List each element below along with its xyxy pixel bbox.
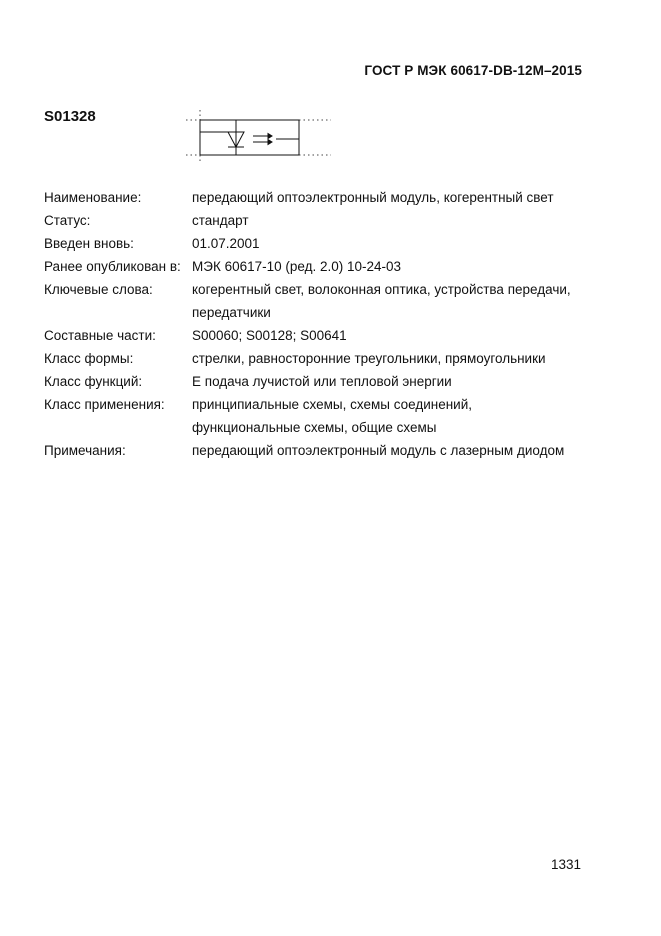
field-name xyxy=(44,186,604,209)
field-label: Составные части: xyxy=(44,328,156,343)
field-value-line: когерентный свет, волоконная оптика, устройства передачи, xyxy=(192,282,571,297)
field-label: Класс функций: xyxy=(44,374,143,389)
page-number: 1331 xyxy=(550,857,581,872)
field-label: Ранее опубликован в: xyxy=(44,259,181,274)
field-value-line: передатчики xyxy=(192,305,271,320)
field-value xyxy=(192,186,604,209)
field-value-line: передающий оптоэлектронный модуль с лазерным диодом xyxy=(192,443,565,458)
field-value-line: стрелки, равносторонние треугольники, прямоугольники xyxy=(192,351,546,366)
field-value xyxy=(192,370,604,393)
field-function-class xyxy=(44,370,604,393)
field-components xyxy=(44,324,604,347)
field-label: Введен вновь: xyxy=(44,236,134,251)
field-label: Наименование: xyxy=(44,190,142,205)
field-value xyxy=(192,347,604,370)
field-value xyxy=(192,255,604,278)
field-value-line: 01.07.2001 xyxy=(192,236,260,251)
field-value-line: передающий оптоэлектронный модуль, когерентный свет xyxy=(192,190,554,205)
field-label: Примечания: xyxy=(44,443,126,458)
field-value xyxy=(192,278,604,324)
field-value-line: функциональные схемы, общие схемы xyxy=(192,420,437,435)
field-form-class xyxy=(44,347,604,370)
optoelectronic-transmitter-module-symbol-icon xyxy=(186,110,336,171)
field-value-line: стандарт xyxy=(192,213,249,228)
field-value xyxy=(192,209,604,232)
field-keywords xyxy=(44,278,604,324)
document-code-header: ГОСТ Р МЭК 60617-DB-12M–2015 xyxy=(364,63,582,78)
field-value-line: МЭК 60617-10 (ред. 2.0) 10-24-03 xyxy=(192,259,402,274)
field-status xyxy=(44,209,604,232)
symbol-id: S01328 xyxy=(44,108,96,125)
field-application-class xyxy=(44,393,604,439)
field-label: Ключевые слова: xyxy=(44,282,153,297)
field-value-line: принципиальные схемы, схемы соединений, xyxy=(192,397,472,412)
symbol-properties-table xyxy=(44,186,604,462)
field-previously-published xyxy=(44,255,604,278)
field-introduced xyxy=(44,232,604,255)
field-label: Класс применения: xyxy=(44,397,165,412)
field-notes xyxy=(44,439,604,462)
field-value xyxy=(192,393,604,439)
field-label: Класс формы: xyxy=(44,351,134,366)
field-value xyxy=(192,439,604,462)
field-value xyxy=(192,232,604,255)
field-value-line: E подача лучистой или тепловой энергии xyxy=(192,374,452,389)
field-value-line: S00060; S00128; S00641 xyxy=(192,328,347,343)
field-label: Статус: xyxy=(44,213,91,228)
field-value xyxy=(192,324,604,347)
